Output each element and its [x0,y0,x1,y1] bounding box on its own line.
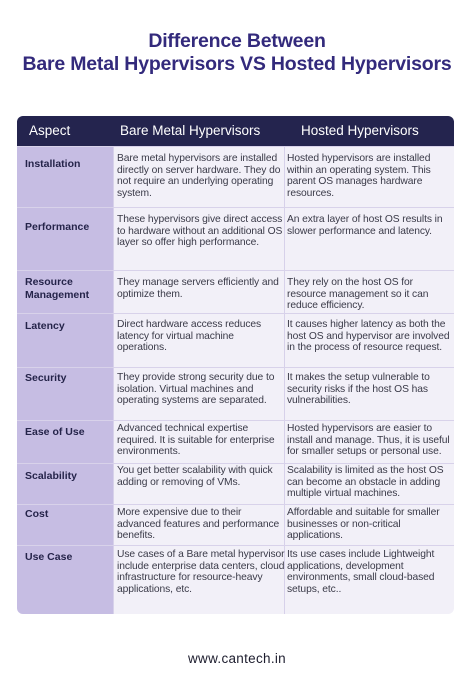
bare-metal-cell: Direct hardware access reduces latency for virtual machine operations. [117,319,262,354]
bare-metal-cell: More expensive due to their advanced features and performance benefits. [117,507,280,542]
row-aspect: Installation [25,158,81,170]
row-aspect: Use Case [25,551,73,563]
table-row [17,146,454,207]
hosted-cell: Hosted hypervisors are easier to install and manage. Thus, it is useful for smaller setups or personal use. [287,423,450,458]
hosted-cell: It causes higher latency as both the host OS and hypervisor are involved in the process of resource request. [287,319,450,354]
website-url: www.cantech.in [188,651,286,666]
bare-metal-cell: Bare metal hypervisors are installed directly on server hardware. They do not require an underlying operating system. [117,153,281,199]
bare-metal-cell: They manage servers efficiently and optimize them. [117,277,279,300]
bare-metal-cell: They provide strong security due to isolation. Virtual machines and operating systems are separated. [117,372,275,407]
bare-metal-cell: Advanced technical expertise required. It is suitable for enterprise environments. [117,423,275,458]
row-aspect: Latency [25,320,65,332]
hosted-cell: They rely on the host OS for resource management so it can reduce efficiency. [287,277,429,312]
row-aspect: Resource Management [25,276,90,301]
page-title [0,30,474,76]
title-line-1: Difference Between [148,30,326,52]
bare-metal-cell: These hypervisors give direct access to hardware without an additional OS layer so offer high performance. [117,214,283,249]
table-row [17,545,454,614]
row-aspect: Cost [25,508,49,520]
header-hosted: Hosted Hypervisors [301,123,419,138]
table-row [17,207,454,270]
row-aspect: Performance [25,221,90,233]
row-aspect: Ease of Use [25,426,85,438]
row-aspect: Scalability [25,470,77,482]
comparison-table [17,116,454,614]
table-row [17,420,454,463]
title-line-2: Bare Metal Hypervisors VS Hosted Hypervisors [22,53,452,75]
hosted-cell: It makes the setup vulnerable to security risks if the host OS has vulnerabilities. [287,372,430,407]
header-bare-metal: Bare Metal Hypervisors [120,123,261,138]
hosted-cell: Its use cases include Lightweight applications, development environments, small cloud-based setups, etc.. [287,549,435,595]
row-aspect: Security [25,372,67,384]
table-row [17,504,454,545]
table-row [17,270,454,313]
table-row [17,313,454,367]
header-aspect: Aspect [29,123,71,138]
hosted-cell: Scalability is limited as the host OS can become an obstacle in adding multiple virtual machines. [287,465,444,500]
hosted-cell: An extra layer of host OS results in slower performance and latency. [287,214,443,237]
table-header [17,116,454,146]
table-row [17,367,454,420]
bare-metal-cell: Use cases of a Bare metal hypervisor include enterprise data centers, cloud infrastructure for resource-heavy applications, etc. [117,549,285,595]
table-row [17,463,454,504]
hosted-cell: Hosted hypervisors are installed within an operating system. This parent OS manages hardware resources. [287,153,431,199]
bare-metal-cell: You get better scalability with quick adding or removing of VMs. [117,465,273,488]
hosted-cell: Affordable and suitable for smaller businesses or non-critical applications. [287,507,440,542]
